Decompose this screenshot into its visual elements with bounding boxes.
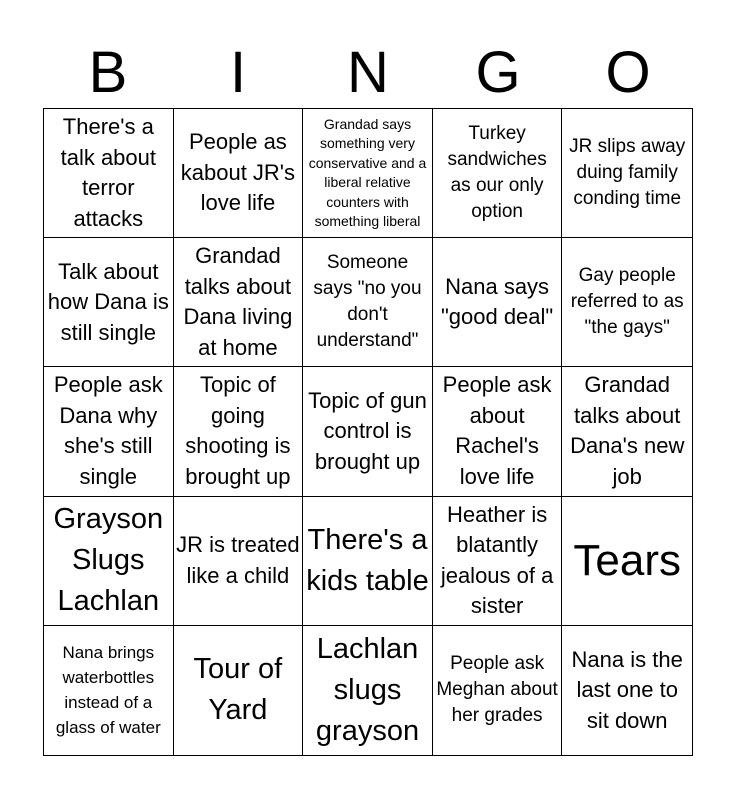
bingo-board [43, 108, 693, 756]
cell-text: Someone says "no you don't understand" [313, 252, 422, 352]
bingo-cell-r5c2[interactable] [174, 626, 304, 755]
bingo-cell-r1c5[interactable] [562, 109, 692, 238]
cell-text: People ask Dana why she's still single [53, 372, 163, 489]
cell-text: Tears [573, 535, 681, 585]
header-letter-n: N [347, 40, 389, 105]
bingo-cell-r3c3[interactable] [303, 367, 433, 496]
cell-text: Topic of gun control is brought up [308, 387, 427, 474]
cell-text: There's a kids table [306, 523, 429, 597]
cell-text: Grayson Slugs Lachlan [53, 503, 164, 618]
bingo-cell-r4c3[interactable] [303, 497, 433, 626]
cell-text: Tour of Yard [193, 653, 283, 727]
bingo-cell-r2c5[interactable] [562, 238, 692, 367]
cell-text: People ask about Rachel's love life [442, 372, 552, 489]
bingo-cell-r2c3[interactable] [303, 238, 433, 367]
cell-text: Gay people referred to as "the gays" [570, 265, 684, 339]
header-letter-i: I [229, 40, 247, 105]
cell-text: Heather is blatantly jealous of a sister [440, 501, 554, 619]
bingo-cell-r2c2[interactable] [174, 238, 304, 367]
bingo-cell-r4c5[interactable] [562, 497, 692, 626]
cell-text: Lachlan slugs grayson [315, 632, 420, 747]
bingo-cell-r1c1[interactable] [44, 109, 174, 238]
cell-text: Grandad talks about Dana's new job [570, 372, 685, 489]
bingo-cell-r3c5[interactable] [562, 367, 692, 496]
bingo-cell-r4c1[interactable] [44, 497, 174, 626]
bingo-cell-r4c4[interactable] [433, 497, 563, 626]
bingo-cell-r1c2[interactable] [174, 109, 304, 238]
cell-text: Topic of going shooting is brought up [185, 372, 291, 489]
bingo-cell-r3c4[interactable] [433, 367, 563, 496]
cell-text: JR is treated like a child [176, 532, 300, 588]
bingo-cell-r4c2[interactable] [174, 497, 304, 626]
cell-text: Grandad talks about Dana living at home [183, 243, 293, 360]
header-letter-g: G [475, 40, 521, 105]
cell-text: JR slips away duing family conding time [569, 136, 686, 210]
header-letter-b: B [88, 40, 128, 105]
cell-text: Grandad says something very conservative and a liberal relative counters with something liberal [308, 115, 427, 230]
bingo-cell-r5c3[interactable] [303, 626, 433, 755]
cell-text: People ask Meghan about her grades [436, 653, 558, 727]
bingo-cell-r2c4[interactable] [433, 238, 563, 367]
cell-text: People as kabout JR's love life [180, 129, 296, 216]
header-letter-o: O [605, 40, 651, 105]
bingo-cell-r1c3[interactable] [303, 109, 433, 238]
bingo-cell-r5c1[interactable] [44, 626, 174, 755]
bingo-header [43, 40, 693, 106]
cell-text: Talk about how Dana is still single [47, 258, 169, 345]
bingo-cell-r3c2[interactable] [174, 367, 304, 496]
bingo-cell-r3c1[interactable] [44, 367, 174, 496]
bingo-cell-r2c1[interactable] [44, 238, 174, 367]
cell-text: Nana brings waterbottles instead of a glass of water [55, 643, 161, 738]
bingo-cell-r1c4[interactable] [433, 109, 563, 238]
bingo-cell-r5c5[interactable] [562, 626, 692, 755]
bingo-cell-r5c4[interactable] [433, 626, 563, 755]
cell-text: Nana says "good deal" [440, 273, 554, 330]
cell-text: Turkey sandwiches as our only option [447, 123, 547, 223]
cell-text: Nana is the last one to sit down [571, 646, 683, 733]
cell-text: There's a talk about terror attacks [60, 114, 156, 231]
